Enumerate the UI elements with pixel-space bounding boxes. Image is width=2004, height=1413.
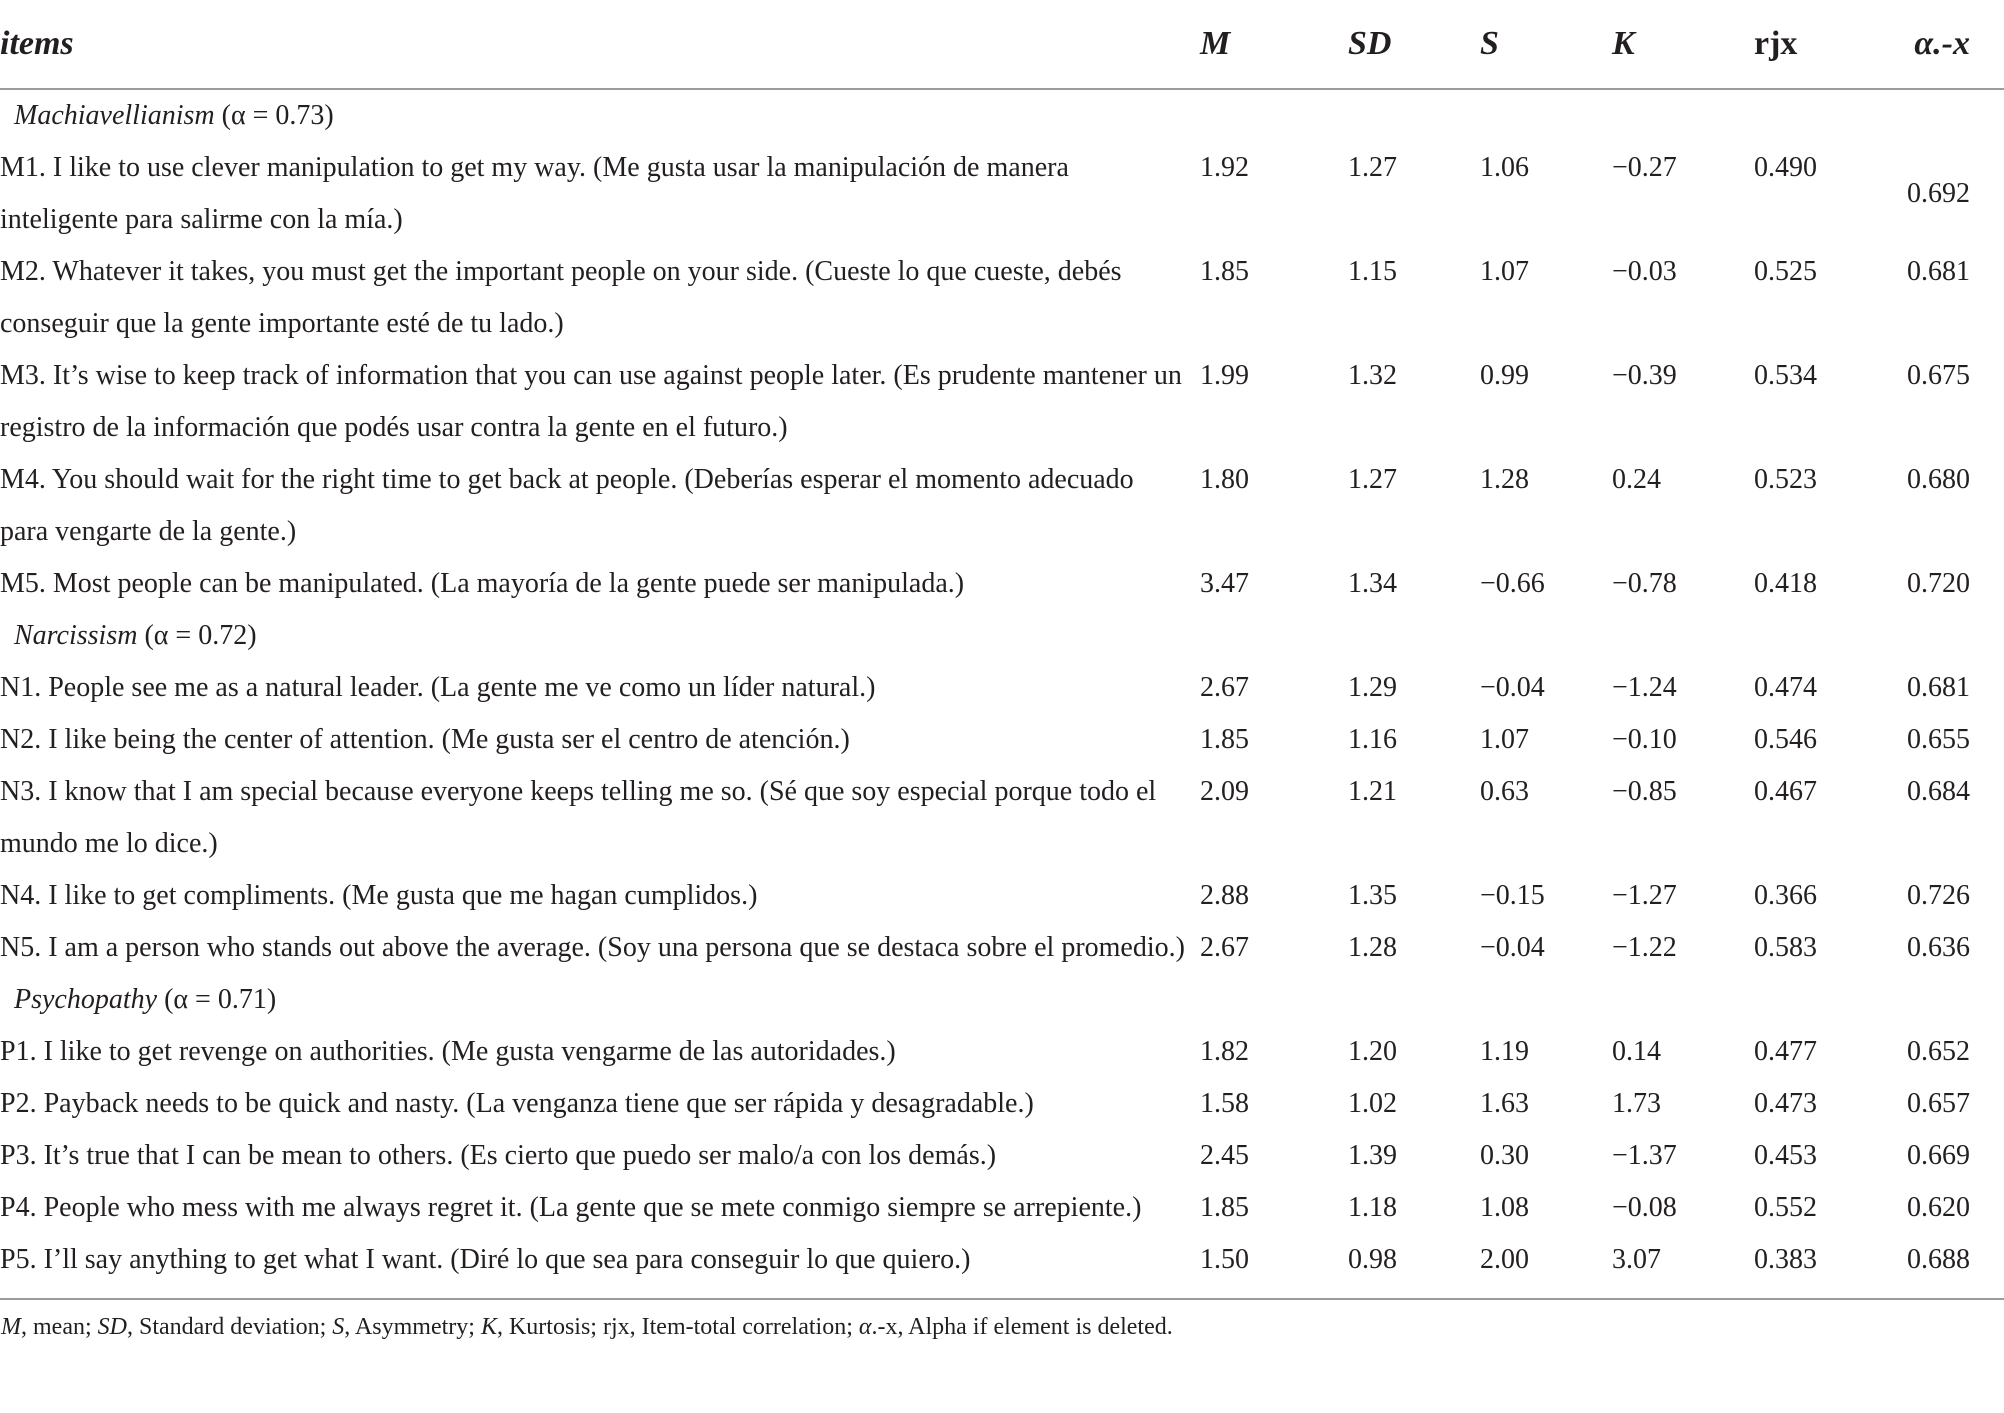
rjx-cell: 0.383 [1754,1244,1817,1275]
item-text-cell: N5. I am a person who stands out above the average. (Soy una persona que se destaca sobre el promedio.) [0,932,1185,963]
group-label [0,974,2004,1026]
item-text-cell: M1. I like to use clever manipulation to get my way. (Me gusta usar la manipulación de manera inteligente para salirme con la mía.) [0,152,1069,235]
mean-cell: 2.67 [1200,932,1249,963]
rjx-cell: 0.525 [1754,256,1817,287]
item-text-cell: N3. I know that I am special because everyone keeps telling me so. (Sé que soy especial porque todo el mundo me lo dice.) [0,776,1157,859]
asymmetry-cell: 1.08 [1480,1192,1529,1223]
kurtosis-cell: −0.39 [1612,360,1677,391]
footnote-segment: SD [97,1314,127,1340]
kurtosis-cell: 0.24 [1612,464,1661,495]
asymmetry-cell: −0.15 [1480,880,1545,911]
rjx-cell: 0.474 [1754,672,1817,703]
table-row [0,246,2004,350]
kurtosis-cell: −0.03 [1612,256,1677,287]
sd-cell: 1.21 [1348,776,1397,807]
group-name: Narcissism [14,620,145,651]
kurtosis-cell: −0.85 [1612,776,1677,807]
group-label [0,89,2004,142]
rjx-cell: 0.418 [1754,568,1817,599]
footnote-segment: S [332,1314,345,1340]
asymmetry-cell: 1.63 [1480,1088,1529,1119]
asymmetry-cell: −0.04 [1480,672,1545,703]
sd-cell: 1.34 [1348,568,1397,599]
mean-cell: 2.67 [1200,672,1249,703]
rjx-cell: 0.534 [1754,360,1817,391]
alpha-if-deleted-cell: 0.680 [1907,464,1970,495]
mean-cell: 1.92 [1200,152,1249,183]
group-header-row [0,974,2004,1026]
group-header-row [0,610,2004,662]
sd-cell: 1.16 [1348,724,1397,755]
item-text-cell: M5. Most people can be manipulated. (La mayoría de la gente puede ser manipulada.) [0,568,965,599]
rjx-cell: 0.366 [1754,880,1817,911]
sd-cell: 1.20 [1348,1036,1397,1067]
sd-cell: 1.35 [1348,880,1397,911]
rjx-cell: 0.477 [1754,1036,1817,1067]
mean-cell: 1.50 [1200,1244,1249,1275]
header-asymmetry: S [1480,0,1612,89]
alpha-if-deleted-cell: 0.657 [1907,1088,1970,1119]
item-text-cell: N4. I like to get compliments. (Me gusta que me hagan cumplidos.) [0,880,758,911]
item-text-cell: M4. You should wait for the right time to get back at people. (Deberías esperar el momento adecuado para vengarte de la gente.) [0,464,1134,547]
asymmetry-cell: 1.07 [1480,724,1529,755]
mean-cell: 1.58 [1200,1088,1249,1119]
kurtosis-cell: −0.78 [1612,568,1677,599]
table-row [0,1130,2004,1182]
item-text-cell: P5. I’ll say anything to get what I want. (Diré lo que sea para conseguir lo que quiero.) [0,1244,971,1275]
item-text-cell: M3. It’s wise to keep track of information that you can use against people later. (Es prudente mantener un registro de la información que podés usar contra la gente en el futuro.) [0,360,1182,443]
table-row [0,1026,2004,1078]
mean-cell: 2.88 [1200,880,1249,911]
alpha-if-deleted-cell: 0.720 [1907,568,1970,599]
header-kurtosis: K [1612,0,1754,89]
sd-cell: 1.18 [1348,1192,1397,1223]
item-text-cell: P1. I like to get revenge on authorities. (Me gusta vengarme de las autoridades.) [0,1036,896,1067]
footnote-segment: , Standard deviation; [126,1314,333,1340]
header-alpha-if-deleted: α.-x [1896,0,2004,89]
header-rjx: rjx [1754,0,1896,89]
sd-cell: 1.32 [1348,360,1397,391]
group-name: Psychopathy [14,984,165,1015]
kurtosis-cell: 1.73 [1612,1088,1661,1119]
footnote-segment: , Asymmetry; [344,1314,481,1340]
alpha-if-deleted-cell: 0.652 [1907,1036,1970,1067]
asymmetry-cell: 0.63 [1480,776,1529,807]
alpha-if-deleted-cell: 0.636 [1907,932,1970,963]
header-sd: SD [1348,0,1480,89]
group-alpha: (α = 0.71) [164,984,277,1015]
mean-cell: 2.09 [1200,776,1249,807]
footnote-segment: K [480,1314,497,1340]
kurtosis-cell: −1.37 [1612,1140,1677,1171]
alpha-if-deleted-cell: 0.692 [1907,178,1970,209]
item-text-cell: M2. Whatever it takes, you must get the important people on your side. (Cueste lo que cueste, debés conseguir que la gente importante esté de tu lado.) [0,256,1122,339]
sd-cell: 0.98 [1348,1244,1397,1275]
rjx-cell: 0.552 [1754,1192,1817,1223]
mean-cell: 1.85 [1200,1192,1249,1223]
item-text-cell: P2. Payback needs to be quick and nasty. (La venganza tiene que ser rápida y desagradable.) [0,1088,1034,1119]
group-alpha: (α = 0.73) [221,100,334,131]
asymmetry-cell: 2.00 [1480,1244,1529,1275]
asymmetry-cell: 1.28 [1480,464,1529,495]
kurtosis-cell: −1.27 [1612,880,1677,911]
alpha-if-deleted-cell: 0.688 [1907,1244,1970,1275]
item-text-cell: N2. I like being the center of attention. (Me gusta ser el centro de atención.) [0,724,850,755]
group-alpha: (α = 0.72) [144,620,257,651]
kurtosis-cell: 0.14 [1612,1036,1661,1067]
item-text-cell: P3. It’s true that I can be mean to others. (Es cierto que puedo ser malo/a con los demás.) [0,1140,997,1171]
kurtosis-cell: −0.27 [1612,152,1677,183]
table-row [0,870,2004,922]
group-header-row [0,89,2004,142]
alpha-if-deleted-cell: 0.669 [1907,1140,1970,1171]
table-row [0,1078,2004,1130]
alpha-if-deleted-cell: 0.620 [1907,1192,1970,1223]
rjx-cell: 0.467 [1754,776,1817,807]
table-row [0,766,2004,870]
table-row [0,558,2004,610]
rjx-cell: 0.546 [1754,724,1817,755]
footnote-segment: M [1,1314,21,1340]
alpha-if-deleted-cell: 0.675 [1907,360,1970,391]
group-name: Machiavellianism [14,100,222,131]
mean-cell: 3.47 [1200,568,1249,599]
table-row [0,922,2004,974]
table-row [0,1182,2004,1234]
rjx-cell: 0.490 [1754,152,1817,183]
table-row [0,662,2004,714]
sd-cell: 1.29 [1348,672,1397,703]
asymmetry-cell: 0.30 [1480,1140,1529,1171]
asymmetry-cell: −0.66 [1480,568,1545,599]
table-row [0,1234,2004,1299]
rjx-cell: 0.523 [1754,464,1817,495]
header-mean: M [1200,0,1348,89]
item-text-cell: P4. People who mess with me always regret it. (La gente que se mete conmigo siempre se arrepiente.) [0,1192,1142,1223]
kurtosis-cell: −0.08 [1612,1192,1677,1223]
table-footnote [0,1299,2004,1345]
table-row [0,714,2004,766]
table-row [0,454,2004,558]
footnote-segment: , Kurtosis; rjx, Item-total correlation; [496,1314,859,1340]
kurtosis-cell: −0.10 [1612,724,1677,755]
asymmetry-cell: −0.04 [1480,932,1545,963]
sd-cell: 1.28 [1348,932,1397,963]
alpha-if-deleted-cell: 0.726 [1907,880,1970,911]
asymmetry-cell: 0.99 [1480,360,1529,391]
mean-cell: 1.85 [1200,256,1249,287]
item-text-cell: N1. People see me as a natural leader. (La gente me ve como un líder natural.) [0,672,876,703]
asymmetry-cell: 1.07 [1480,256,1529,287]
mean-cell: 1.82 [1200,1036,1249,1067]
kurtosis-cell: 3.07 [1612,1244,1661,1275]
footnote-segment: .-x, Alpha if element is deleted. [871,1314,1173,1340]
table-row [0,350,2004,454]
alpha-if-deleted-cell: 0.684 [1907,776,1970,807]
alpha-if-deleted-cell: 0.655 [1907,724,1970,755]
footnote-segment: , mean; [21,1314,98,1340]
table-body [0,89,2004,1299]
mean-cell: 1.99 [1200,360,1249,391]
mean-cell: 1.80 [1200,464,1249,495]
mean-cell: 1.85 [1200,724,1249,755]
asymmetry-cell: 1.06 [1480,152,1529,183]
kurtosis-cell: −1.24 [1612,672,1677,703]
sd-cell: 1.39 [1348,1140,1397,1171]
table-row [0,142,2004,246]
asymmetry-cell: 1.19 [1480,1036,1529,1067]
mean-cell: 2.45 [1200,1140,1249,1171]
group-label [0,610,2004,662]
rjx-cell: 0.583 [1754,932,1817,963]
sd-cell: 1.27 [1348,464,1397,495]
footnote-segment: α [858,1314,872,1340]
rjx-cell: 0.453 [1754,1140,1817,1171]
header-items: items [0,0,1200,89]
header-row [0,0,2004,89]
sd-cell: 1.15 [1348,256,1397,287]
sd-cell: 1.02 [1348,1088,1397,1119]
alpha-if-deleted-cell: 0.681 [1907,256,1970,287]
sd-cell: 1.27 [1348,152,1397,183]
alpha-if-deleted-cell: 0.681 [1907,672,1970,703]
rjx-cell: 0.473 [1754,1088,1817,1119]
kurtosis-cell: −1.22 [1612,932,1677,963]
